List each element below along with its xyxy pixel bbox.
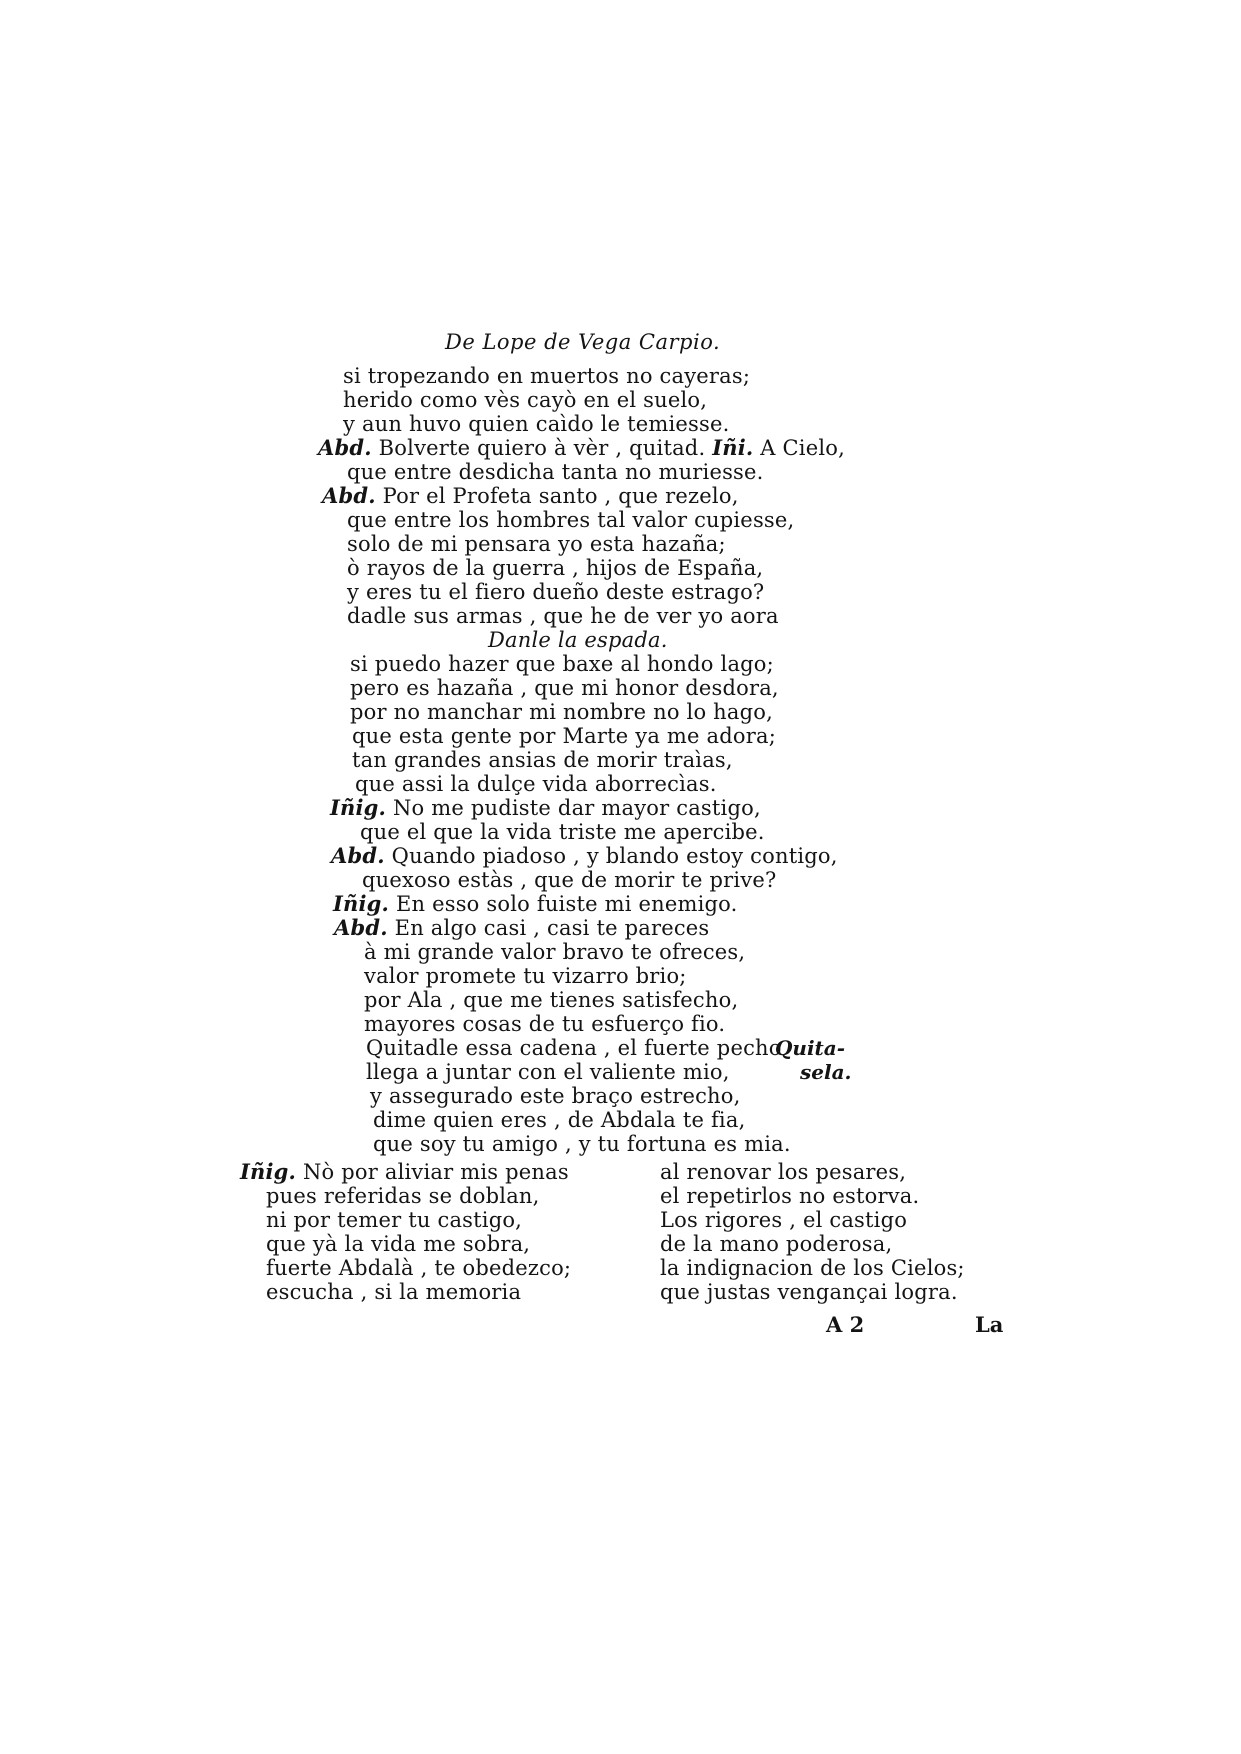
verse-line: que assi la dulçe vida aborrecìas. <box>355 772 717 796</box>
speaker-label: Iñi. <box>712 435 754 460</box>
verse-line-left: que yà la vida me sobra, <box>266 1232 531 1256</box>
verse-line: Iñig. No me pudiste dar mayor castigo, <box>330 795 761 820</box>
side-stage-direction-a: Quita- <box>775 1036 846 1060</box>
verse-line-left: pues referidas se doblan, <box>266 1184 540 1208</box>
verse-line: y assegurado este braço estrecho, <box>370 1084 741 1108</box>
verse-line: y aun huvo quien caìdo le temiesse. <box>343 412 730 436</box>
speaker-label: Iñig. <box>333 891 390 916</box>
verse-line: Abd. En algo casi , casi te pareces <box>334 915 710 940</box>
verse-line-right: de la mano poderosa, <box>660 1232 893 1256</box>
verse-line: si puedo hazer que baxe al hondo lago; <box>350 652 774 676</box>
speaker-label: Abd. <box>331 843 385 868</box>
verse-line: que entre los hombres tal valor cupiesse, <box>347 508 795 532</box>
verse-line-left: ni por temer tu castigo, <box>266 1208 523 1232</box>
verse-line: tan grandes ansias de morir traìas, <box>352 748 733 772</box>
verse-line: valor promete tu vizarro brio; <box>364 964 687 988</box>
verse-line: solo de mi pensara yo esta hazaña; <box>347 532 726 556</box>
side-stage-direction-b: sela. <box>800 1060 852 1084</box>
verse-line: herido como vès cayò en el suelo, <box>343 388 708 412</box>
verse-line: que entre desdicha tanta no muriesse. <box>347 460 764 484</box>
speaker-label: Abd. <box>318 435 372 460</box>
verse-line-left: Iñig. Nò por aliviar mis penas <box>240 1159 569 1184</box>
verse-line: ò rayos de la guerra , hijos de España, <box>347 556 764 580</box>
verse-line: por no manchar mi nombre no lo hago, <box>350 700 773 724</box>
verse-line: dime quien eres , de Abdala te fia, <box>373 1108 746 1132</box>
verse-line: y eres tu el fiero dueño deste estrago? <box>347 580 765 604</box>
verse-line-right: que justas vengançai logra. <box>660 1280 958 1304</box>
speaker-label: Iñig. <box>330 795 387 820</box>
verse-line: à mi grande valor bravo te ofreces, <box>364 940 746 964</box>
verse-line: que esta gente por Marte ya me adora; <box>352 724 776 748</box>
speaker-label: Abd. <box>334 915 388 940</box>
running-title: De Lope de Vega Carpio. <box>445 330 721 354</box>
speaker-label: Abd. <box>322 483 376 508</box>
verse-line: Abd. Bolverte quiero à vèr , quitad. Iñi. A Cielo, <box>318 435 845 460</box>
verse-line: Abd. Quando piadoso , y blando estoy contigo, <box>331 843 838 868</box>
verse-line: Iñig. En esso solo fuiste mi enemigo. <box>333 891 738 916</box>
signature-mark: A 2 <box>826 1312 865 1337</box>
verse-line: que el que la vida triste me apercibe. <box>360 820 765 844</box>
verse-line-right: al renovar los pesares, <box>660 1160 907 1184</box>
verse-line: Abd. Por el Profeta santo , que rezelo, <box>322 483 739 508</box>
stage-direction: Danle la espada. <box>488 628 668 652</box>
verse-line: que soy tu amigo , y tu fortuna es mia. <box>373 1132 791 1156</box>
speaker-label: Iñig. <box>240 1159 297 1184</box>
verse-line: llega a juntar con el valiente mio, <box>366 1060 730 1084</box>
verse-line: Quitadle essa cadena , el fuerte pecho <box>366 1036 782 1060</box>
verse-line-right: Los rigores , el castigo <box>660 1208 908 1232</box>
verse-line-right: el repetirlos no estorva. <box>660 1184 920 1208</box>
verse-line: quexoso estàs , que de morir te prive? <box>362 868 777 892</box>
catchword: La <box>975 1312 1004 1337</box>
verse-line: pero es hazaña , que mi honor desdora, <box>350 676 779 700</box>
verse-line: mayores cosas de tu esfuerço fio. <box>364 1012 726 1036</box>
verse-line: si tropezando en muertos no cayeras; <box>343 364 751 388</box>
verse-line-right: la indignacion de los Cielos; <box>660 1256 965 1280</box>
verse-line-left: fuerte Abdalà , te obedezco; <box>266 1256 572 1280</box>
verse-line: dadle sus armas , que he de ver yo aora <box>347 604 779 628</box>
verse-line: por Ala , que me tienes satisfecho, <box>364 988 739 1012</box>
verse-line-left: escucha , si la memoria <box>266 1280 522 1304</box>
